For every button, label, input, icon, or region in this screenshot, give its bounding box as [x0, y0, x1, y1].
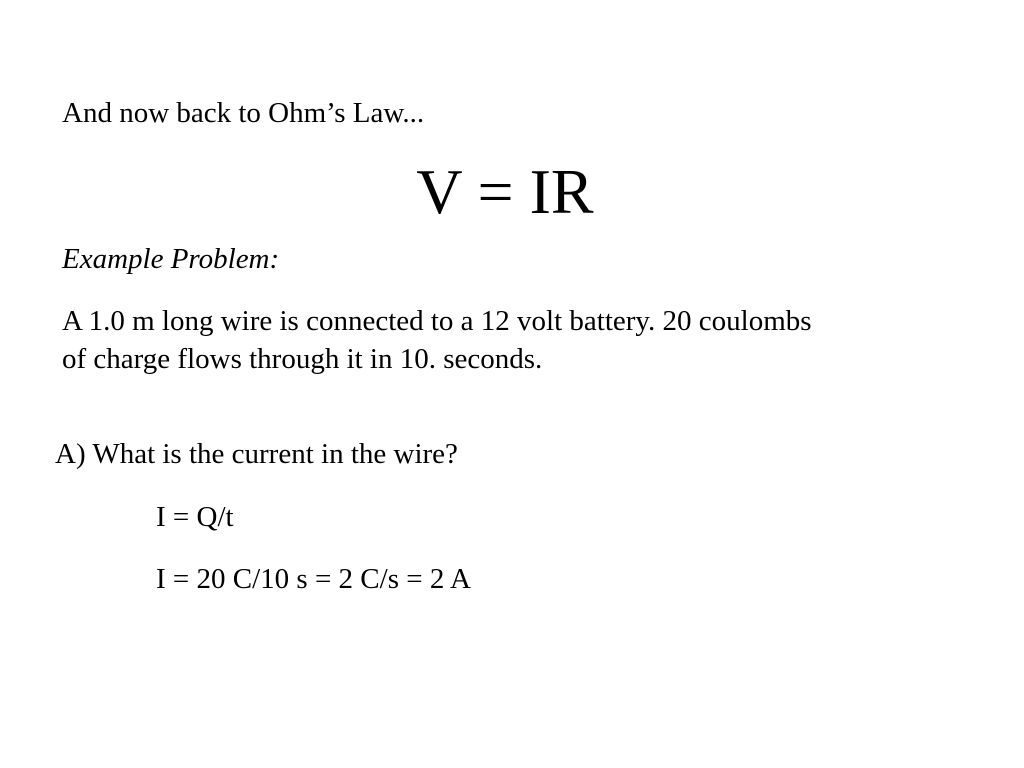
example-problem-label: Example Problem:	[62, 243, 280, 275]
current-solution: I = 20 C/10 s = 2 C/s = 2 A	[156, 563, 471, 595]
question-a: A) What is the current in the wire?	[55, 438, 458, 470]
current-formula: I = Q/t	[156, 501, 234, 533]
ohms-law-equation: V = IR	[416, 156, 594, 227]
intro-text: And now back to Ohm’s Law...	[62, 97, 425, 129]
problem-statement: A 1.0 m long wire is connected to a 12 volt battery. 20 coulombs of charge flows through it in 10. seconds.	[62, 305, 812, 375]
